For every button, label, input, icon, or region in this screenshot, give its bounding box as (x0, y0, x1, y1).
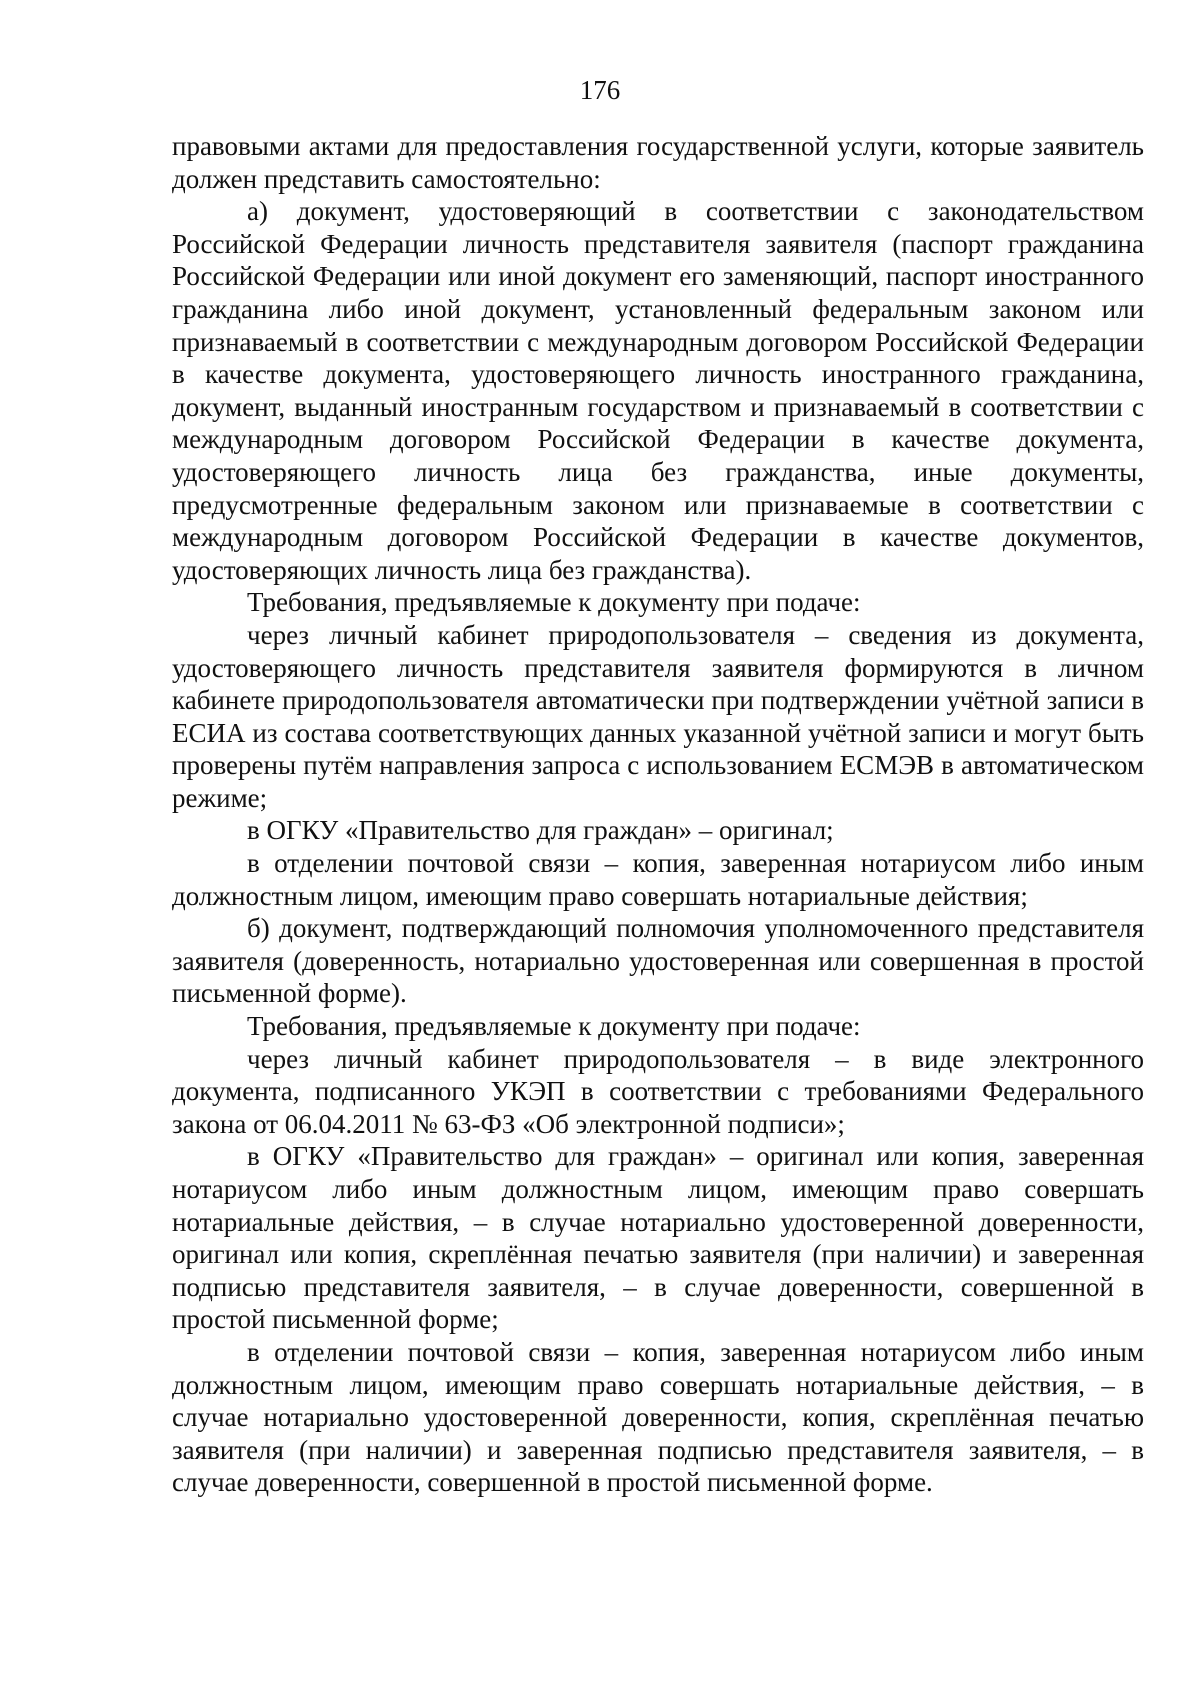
paragraph-post-office: в отделении почтовой связи – копия, заверенная нотариусом либо иным должностным лицом, имеющим право совершать нотариальные действия; (172, 848, 1144, 911)
paragraph-personal-cabinet-2: через личный кабинет природопользователя – в виде электронного документа, подписанного УКЭП в соответствии с требованиями Федерального закона от 06.04.2011 № 63-ФЗ «Об электронной подписи»; (172, 1043, 1144, 1139)
paragraph-ogku: в ОГКУ «Правительство для граждан» – оригинал; (247, 815, 834, 846)
paragraph-continuation: правовыми актами для предоставления государственной услуги, которые заявитель должен представить самостоятельно: (172, 131, 1144, 194)
paragraph-requirements-heading: Требования, предъявляемые к документу при подаче: (247, 587, 861, 618)
paragraph-personal-cabinet: через личный кабинет природопользователя – сведения из документа, удостоверяющего личность представителя заявителя формируются в личном кабинете природопользователя автоматически при подтверждении учётной записи в ЕСИА из состава соответствующих данных указанной учётной записи и могут быть проверены путём направления запроса с использованием ЕСМЭВ в автоматическом режиме; (172, 619, 1144, 813)
page-number: 176 (579, 75, 621, 105)
paragraph-requirements-heading-2: Требования, предъявляемые к документу при подаче: (247, 1011, 861, 1042)
paragraph-ogku-2: в ОГКУ «Правительство для граждан» – оригинал или копия, заверенная нотариусом либо иным должностным лицом, имеющим право совершать нотариальные действия, – в случае нотариально удостоверенной доверенности, оригинал или копия, скреплённая печатью заявителя (при наличии) и заверенная подписью представителя заявителя, – в случае доверенности, совершенной в простой письменной форме; (172, 1141, 1144, 1335)
paragraph-item-a: а) документ, удостоверяющий в соответствии с законодательством Российской Федерации личность представителя заявителя (паспорт гражданина Российской Федерации или иной документ его заменяющий, паспорт иностранного гражданина либо иной документ, установленный федеральным законом или признаваемый в соответствии с международным договором Российской Федерации в качестве документа, удостоверяющего личность иностранного гражданина, документ, выданный иностранным государством и признаваемый в соответствии с международным договором Российской Федерации в качестве документа, удостоверяющего личность лица без гражданства, иные документы, предусмотренные федеральным законом или признаваемые в соответствии с международным договором Российской Федерации в качестве документов, удостоверяющих личность лица без гражданства). (172, 196, 1144, 585)
paragraph-item-b: б) документ, подтверждающий полномочия уполномоченного представителя заявителя (доверенность, нотариально удостоверенная или совершенная в простой письменной форме). (172, 913, 1144, 1009)
paragraph-post-office-2: в отделении почтовой связи – копия, заверенная нотариусом либо иным должностным лицом, имеющим право совершать нотариальные действия, – в случае нотариально удостоверенной доверенности, копия, скреплённая печатью заявителя (при наличии) и заверенная подписью представителя заявителя, – в случае доверенности, совершенной в простой письменной форме. (172, 1336, 1144, 1498)
document-body (172, 130, 1144, 1499)
